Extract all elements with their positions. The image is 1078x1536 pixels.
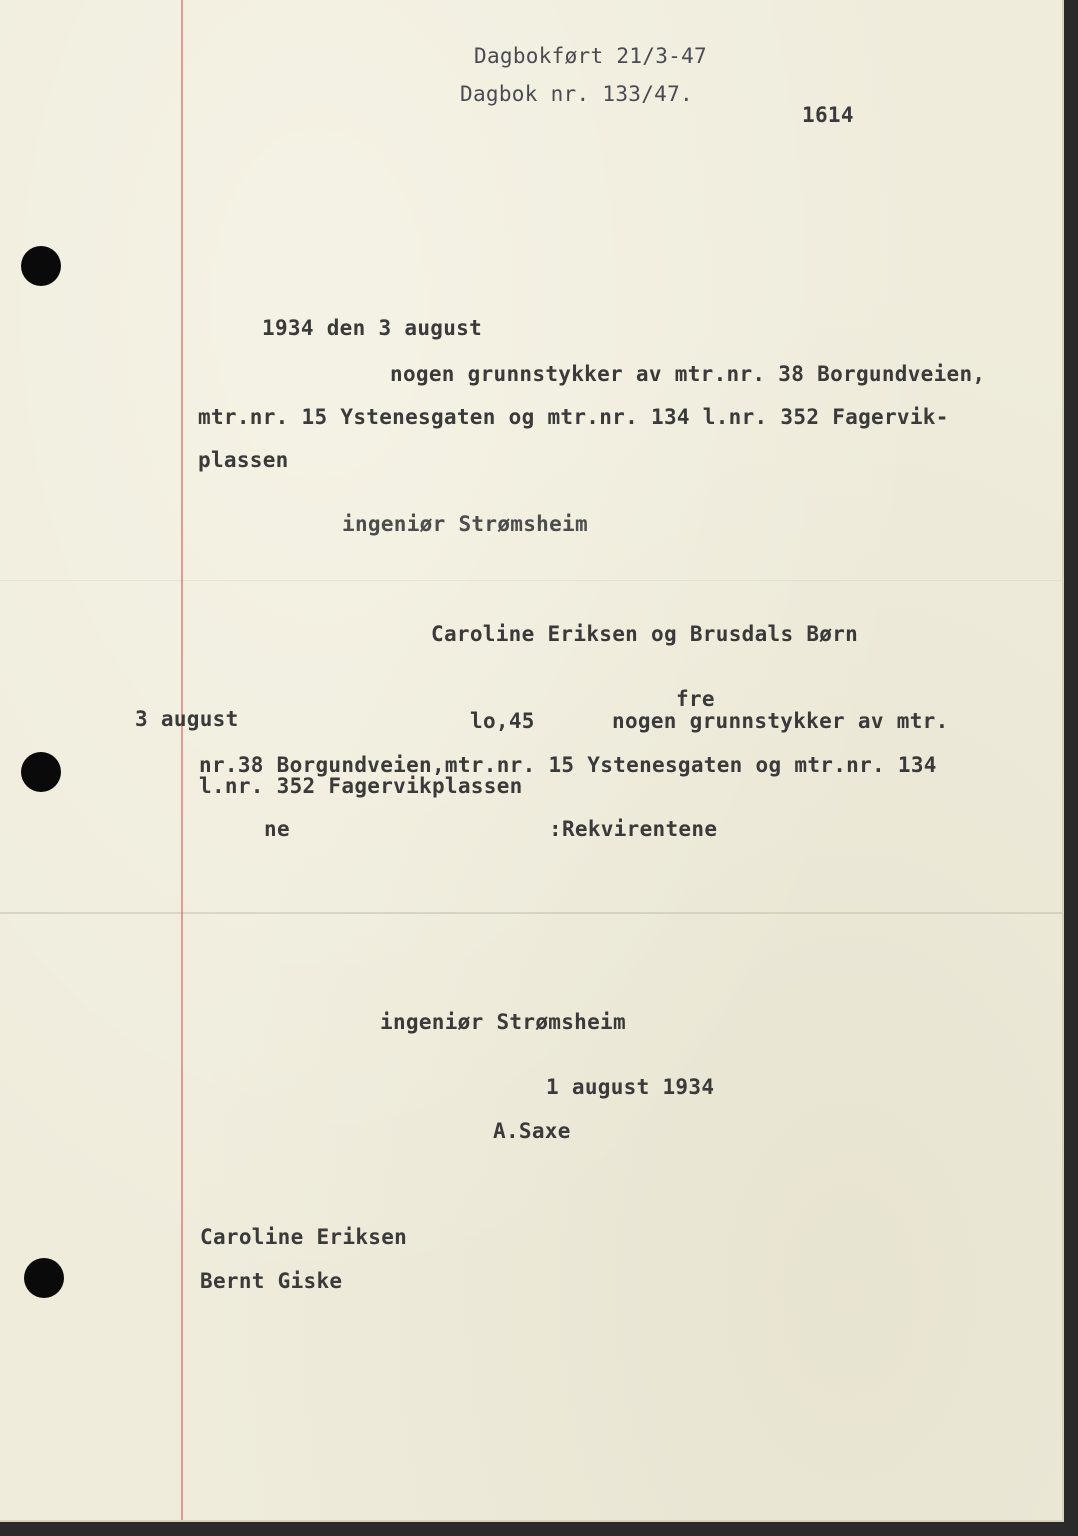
body-line: Caroline Eriksen og Brusdals Børn — [431, 622, 859, 646]
punch-hole-icon — [21, 246, 61, 286]
punch-hole-icon — [24, 1258, 64, 1298]
body-line: ingeniør Strømsheim — [380, 1010, 626, 1034]
body-line: l.nr. 352 Fagervikplassen — [199, 774, 523, 798]
body-line: nr.38 Borgundveien,mtr.nr. 15 Ystenesgaten og mtr.nr. 134 — [199, 753, 937, 777]
page-number: 1614 — [802, 103, 854, 127]
body-line: ingeniør Strømsheim — [342, 512, 588, 536]
body-line: ne — [264, 817, 290, 841]
body-line: nogen grunnstykker av mtr. — [612, 709, 949, 733]
date-text: 3 august — [135, 707, 239, 731]
signatory-name: Caroline Eriksen — [200, 1225, 408, 1249]
punch-hole-icon — [21, 752, 61, 792]
body-line: :Rekvirentene — [549, 817, 718, 841]
red-margin-line — [181, 0, 183, 1520]
paper-fold — [0, 912, 1062, 914]
date-text: 1 august 1934 — [546, 1075, 715, 1099]
paper-crease — [0, 580, 1062, 581]
dagbokfort-stamp: Dagbokført 21/3-47 — [474, 44, 707, 68]
time-text: lo,45 — [470, 709, 535, 733]
body-line: nogen grunnstykker av mtr.nr. 38 Borgundveien, — [390, 362, 986, 386]
body-line: 1934 den 3 august — [262, 316, 483, 340]
signatory-name: Bernt Giske — [200, 1269, 343, 1293]
dagbok-number-stamp: Dagbok nr. 133/47. — [460, 82, 693, 106]
signature-text: A.Saxe — [493, 1119, 571, 1143]
body-line: mtr.nr. 15 Ystenesgaten og mtr.nr. 134 l.nr. 352 Fagervik- — [198, 405, 949, 429]
body-line: plassen — [198, 448, 289, 472]
body-line: fre — [676, 687, 715, 711]
